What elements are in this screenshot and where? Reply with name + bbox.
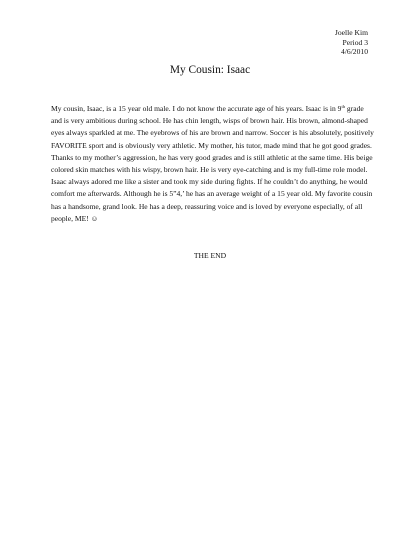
document-title: My Cousin: Isaac xyxy=(169,64,251,76)
author-header xyxy=(335,28,368,57)
document-date: 4/6/2010 xyxy=(340,47,368,57)
class-period: Period 3 xyxy=(342,37,368,47)
body-text-part-2: grade and is very ambitious during school. He has chin length, wisps of brown hair. His brown, almond-shaped eyes always sparkled at me. The eyebrows of his are brown and narrow. Soccer is his absolutely, positively FAVORITE sport and is obviously very athletic. My mother, his tutor, made mind that he got good grades. Thanks to my mother’s aggression, he has very good grades and is still athletic at the same time. His beige colored skin matches with his wispy, brown hair. He is very eye-catching and is my full-time role model. Isaac always adored me like a sister and took my side during fights. If he couldn’t do anything, he would comfort me afterwards. Although he is 5”4,’ he has an average weight of a 15 year old. My favorite cousin has a handsome, grand look. He has a deep, reassuring voice and is loved by everyone especially, of all people, ME! ☺ xyxy=(51,104,374,223)
closing-text: THE END xyxy=(193,251,227,260)
ordinal-superscript: th xyxy=(341,104,346,109)
author-name: Joelle Kim xyxy=(334,28,368,37)
body-paragraph xyxy=(51,103,375,225)
body-text-part-1: My cousin, Isaac, is a 15 year old male. I do not know the accurate age of his years. Isaac is in 9 xyxy=(51,104,342,113)
